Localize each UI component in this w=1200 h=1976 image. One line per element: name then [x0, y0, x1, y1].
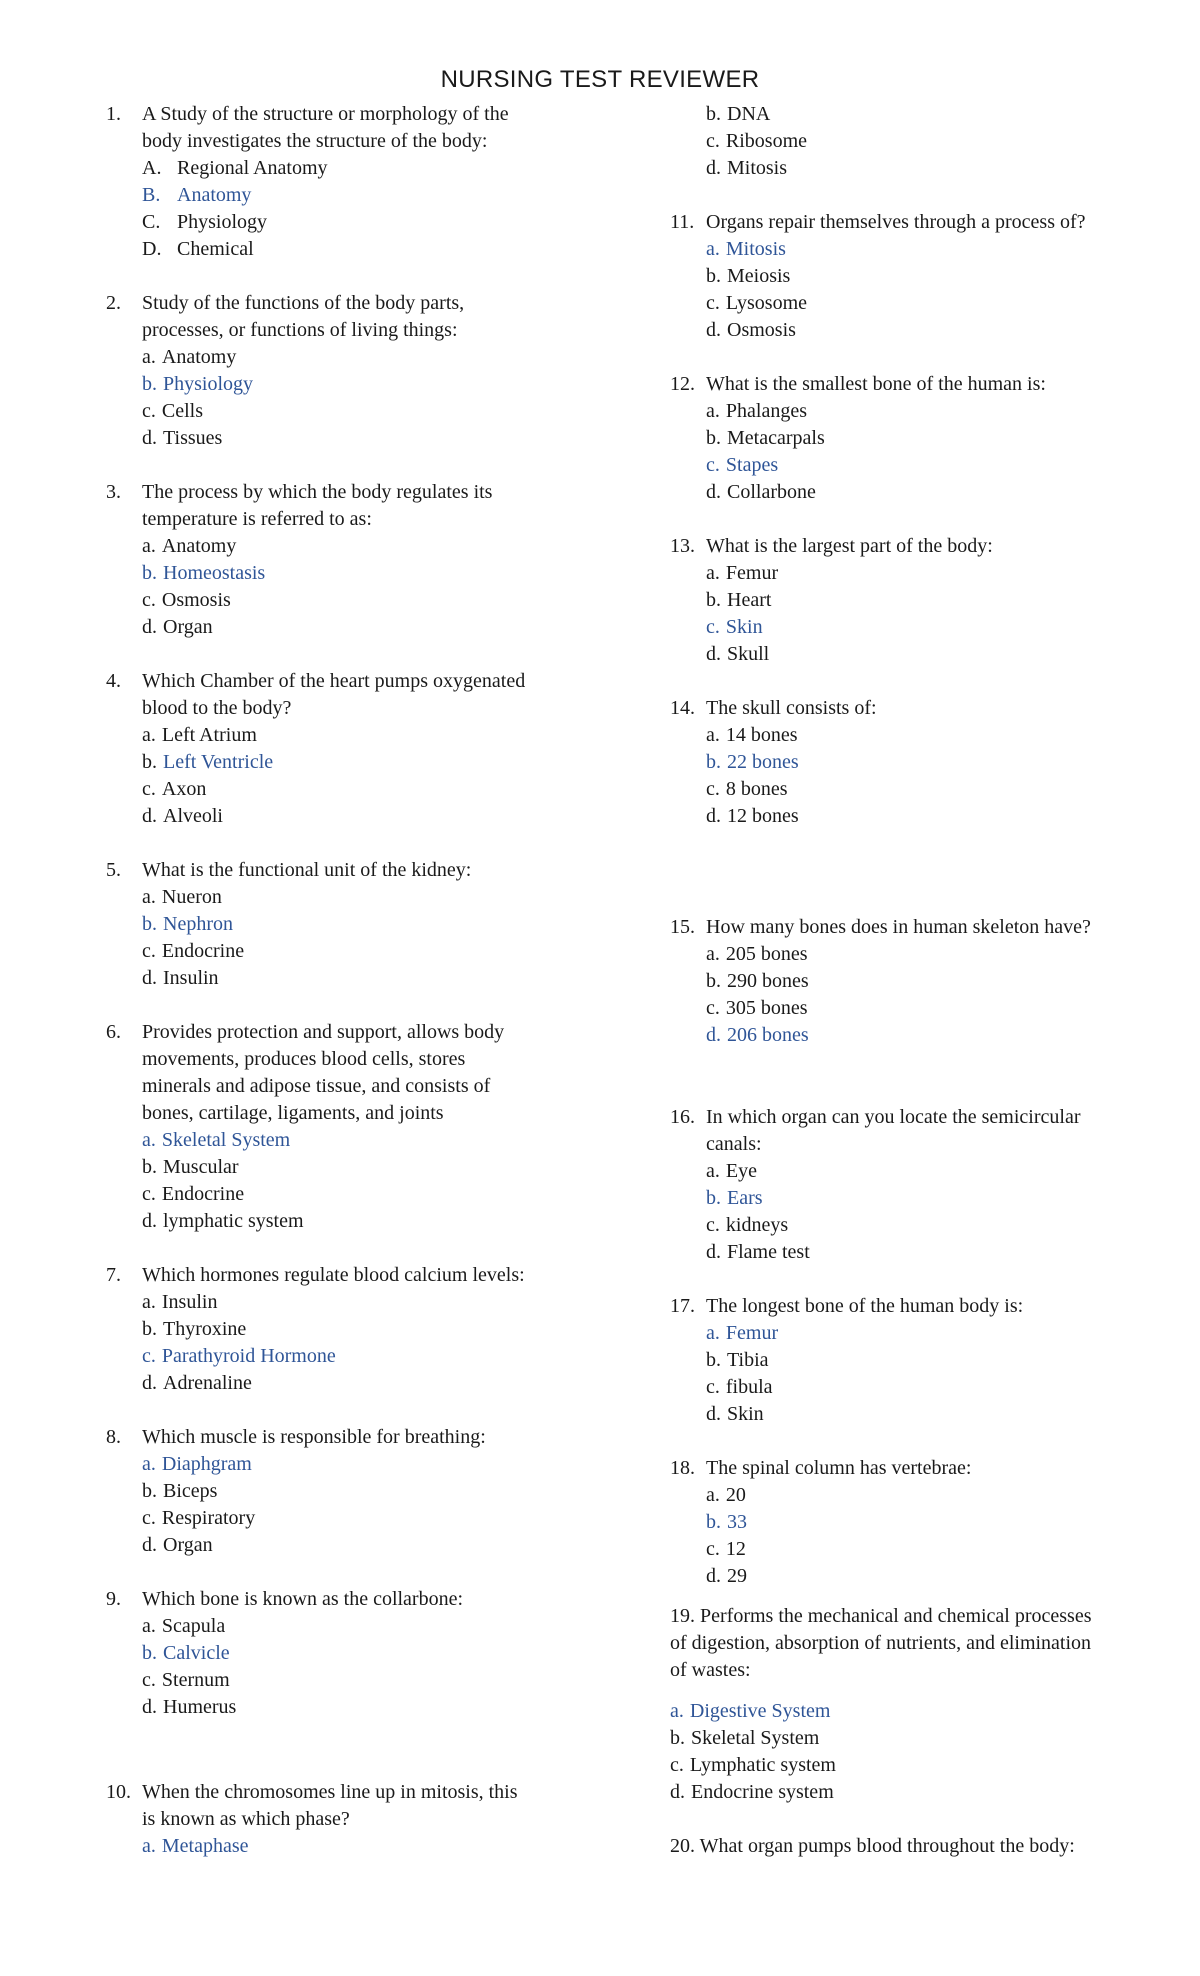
question-text: The spinal column has vertebrae:: [706, 1457, 972, 1479]
option-text: 12: [725, 1538, 746, 1560]
option-label: d.: [142, 1210, 157, 1232]
option-text: Nueron: [161, 886, 222, 908]
option-text: 206 bones: [727, 1024, 809, 1046]
option-text: Muscular: [163, 1156, 239, 1178]
question-text: A Study of the structure or morphology of the: [142, 103, 509, 125]
option-label: d.: [142, 427, 157, 449]
question-number: 3.: [106, 481, 121, 503]
option-text: 12 bones: [727, 805, 799, 827]
option-text: Thyroxine: [163, 1318, 247, 1340]
option-label: a.: [706, 1322, 720, 1344]
option-label: b.: [142, 1480, 157, 1502]
question-number: 17.: [670, 1295, 695, 1317]
option-text: 205 bones: [725, 943, 808, 965]
option-label: d.: [142, 967, 157, 989]
question-text: The longest bone of the human body is:: [706, 1295, 1024, 1317]
option-label: a.: [706, 1160, 720, 1182]
option-text: Insulin: [163, 967, 219, 989]
option-label: a.: [706, 1484, 720, 1506]
question-text: When the chromosomes line up in mitosis, this: [142, 1781, 518, 1803]
option-label: A.: [142, 157, 162, 179]
option-label: a.: [142, 1615, 156, 1637]
option-label: c.: [706, 616, 720, 638]
option-text: Tissues: [163, 427, 223, 449]
option-label: c.: [706, 292, 720, 314]
option-label: c.: [706, 778, 720, 800]
option-text: Physiology: [177, 211, 268, 233]
option-text: 29: [727, 1565, 747, 1587]
question-number: 5.: [106, 859, 121, 881]
option-text: Endocrine: [161, 1183, 245, 1205]
option-label: c.: [142, 589, 156, 611]
option-label: b.: [706, 970, 721, 992]
option-text: Humerus: [163, 1696, 237, 1718]
option-label: c.: [142, 1669, 156, 1691]
option-text: Metaphase: [161, 1835, 249, 1857]
question-text: Which hormones regulate blood calcium levels:: [142, 1264, 525, 1286]
option-text: Left Atrium: [161, 724, 257, 746]
option-text: Regional Anatomy: [177, 157, 328, 179]
option-text: Flame test: [727, 1241, 810, 1263]
option-label: b.: [706, 1511, 721, 1533]
option-text: Skull: [727, 643, 770, 665]
option-text: Tibia: [727, 1349, 769, 1371]
option-label: a.: [706, 724, 720, 746]
question-number: 9.: [106, 1588, 121, 1610]
page-title: NURSING TEST REVIEWER: [440, 66, 760, 93]
option-label: b.: [142, 1318, 157, 1340]
option-text: Chemical: [177, 238, 254, 260]
option-text: Biceps: [163, 1480, 218, 1502]
option-label: c.: [142, 1183, 156, 1205]
option-label: b.: [670, 1727, 685, 1749]
question-number: 14.: [670, 697, 695, 719]
option-label: b.: [706, 1349, 721, 1371]
option-text: Adrenaline: [163, 1372, 252, 1394]
option-text: Stapes: [725, 454, 779, 476]
option-label: d.: [706, 1565, 721, 1587]
option-text: Axon: [161, 778, 207, 800]
option-label: c.: [142, 940, 156, 962]
option-label: d.: [706, 481, 721, 503]
option-text: Scapula: [161, 1615, 226, 1637]
question-number: 18.: [670, 1457, 695, 1479]
option-label: d.: [706, 1241, 721, 1263]
option-label: a.: [142, 1835, 156, 1857]
option-text: Mitosis: [727, 157, 788, 179]
option-label: d.: [706, 805, 721, 827]
option-text: Organ: [163, 1534, 213, 1556]
option-label: b.: [142, 913, 157, 935]
question-text: Which muscle is responsible for breathing:: [142, 1426, 486, 1448]
option-label: c.: [706, 997, 720, 1019]
option-text: Ribosome: [725, 130, 808, 152]
option-text: kidneys: [725, 1214, 789, 1236]
option-label: d.: [670, 1781, 685, 1803]
question-text: bones, cartilage, ligaments, and joints: [142, 1102, 444, 1124]
option-label: a.: [706, 238, 720, 260]
option-text: 305 bones: [725, 997, 808, 1019]
option-label: a.: [142, 346, 156, 368]
question-number: 15.: [670, 916, 695, 938]
option-text: Calvicle: [163, 1642, 230, 1664]
option-text: Endocrine: [161, 940, 245, 962]
question-text: 19. Performs the mechanical and chemical processes: [670, 1605, 1092, 1627]
option-text: DNA: [727, 103, 771, 125]
option-label: d.: [142, 616, 157, 638]
option-label: c.: [142, 400, 156, 422]
option-label: d.: [142, 1372, 157, 1394]
option-label: c.: [706, 1376, 720, 1398]
option-label: a.: [142, 886, 156, 908]
question-number: 1.: [106, 103, 121, 125]
option-label: b.: [142, 1156, 157, 1178]
option-label: d.: [706, 643, 721, 665]
option-text: Anatomy: [177, 184, 252, 206]
question-text: of wastes:: [670, 1659, 751, 1681]
option-label: B.: [142, 184, 161, 206]
question-text: minerals and adipose tissue, and consists of: [142, 1075, 491, 1097]
option-text: Digestive System: [689, 1700, 831, 1722]
option-text: 8 bones: [725, 778, 788, 800]
question-number: 4.: [106, 670, 121, 692]
option-text: Collarbone: [727, 481, 816, 503]
option-label: b.: [706, 103, 721, 125]
option-label: c.: [142, 778, 156, 800]
question-number: 6.: [106, 1021, 121, 1043]
option-label: b.: [706, 427, 721, 449]
option-text: Lymphatic system: [689, 1754, 836, 1776]
option-label: b.: [706, 589, 721, 611]
option-label: b.: [142, 562, 157, 584]
option-label: d.: [706, 1403, 721, 1425]
option-text: Insulin: [161, 1291, 218, 1313]
option-text: Cells: [161, 400, 204, 422]
question-text: Organs repair themselves through a process of?: [706, 211, 1086, 233]
question-number: 7.: [106, 1264, 121, 1286]
option-text: 33: [727, 1511, 747, 1533]
option-label: a.: [670, 1700, 684, 1722]
option-label: b.: [706, 751, 721, 773]
option-label: c.: [706, 130, 720, 152]
option-text: Femur: [725, 1322, 779, 1344]
option-text: Femur: [725, 562, 779, 584]
option-label: d.: [706, 157, 721, 179]
option-text: Anatomy: [161, 535, 237, 557]
option-label: a.: [142, 535, 156, 557]
option-text: Diaphgram: [161, 1453, 252, 1475]
option-text: fibula: [725, 1376, 773, 1398]
question-text: movements, produces blood cells, stores: [142, 1048, 466, 1070]
option-label: d.: [142, 1534, 157, 1556]
option-label: d.: [706, 1024, 721, 1046]
question-text: of digestion, absorption of nutrients, and elimination: [670, 1632, 1092, 1654]
option-label: C.: [142, 211, 161, 233]
option-label: c.: [142, 1507, 156, 1529]
question-number: 12.: [670, 373, 695, 395]
option-label: a.: [706, 562, 720, 584]
option-label: c.: [706, 454, 720, 476]
option-label: b.: [706, 265, 721, 287]
question-text: 20. What organ pumps blood throughout the body:: [670, 1835, 1075, 1857]
option-label: b.: [142, 1642, 157, 1664]
option-label: c.: [706, 1214, 720, 1236]
option-label: d.: [706, 319, 721, 341]
question-text: temperature is referred to as:: [142, 508, 372, 530]
option-text: Skin: [725, 616, 763, 638]
question-text: What is the functional unit of the kidney:: [142, 859, 472, 881]
option-text: Mitosis: [725, 238, 786, 260]
option-label: d.: [142, 1696, 157, 1718]
option-label: d.: [142, 805, 157, 827]
option-text: 20: [725, 1484, 746, 1506]
option-text: Respiratory: [161, 1507, 256, 1529]
question-text: The process by which the body regulates its: [142, 481, 493, 503]
option-text: 14 bones: [725, 724, 798, 746]
option-label: a.: [142, 724, 156, 746]
question-text: Study of the functions of the body parts,: [142, 292, 465, 314]
question-text: processes, or functions of living things:: [142, 319, 458, 341]
option-text: Lysosome: [725, 292, 808, 314]
question-number: 13.: [670, 535, 695, 557]
option-label: a.: [706, 400, 720, 422]
option-text: Skin: [727, 1403, 764, 1425]
option-text: Sternum: [161, 1669, 230, 1691]
option-text: Metacarpals: [727, 427, 825, 449]
option-label: b.: [142, 373, 157, 395]
option-text: Anatomy: [161, 346, 237, 368]
option-text: Heart: [727, 589, 772, 611]
option-text: Phalanges: [725, 400, 807, 422]
question-text: The skull consists of:: [706, 697, 877, 719]
option-text: Meiosis: [727, 265, 791, 287]
option-label: b.: [142, 751, 157, 773]
option-label: a.: [142, 1453, 156, 1475]
option-label: a.: [142, 1291, 156, 1313]
question-text: How many bones does in human skeleton have?: [706, 916, 1091, 938]
option-text: Endocrine system: [691, 1781, 834, 1803]
question-text: blood to the body?: [142, 697, 292, 719]
question-number: 2.: [106, 292, 121, 314]
option-label: a.: [142, 1129, 156, 1151]
option-text: Eye: [725, 1160, 757, 1182]
option-label: b.: [706, 1187, 721, 1209]
option-text: Osmosis: [161, 589, 231, 611]
option-label: c.: [670, 1754, 684, 1776]
option-label: c.: [142, 1345, 156, 1367]
option-text: Homeostasis: [163, 562, 266, 584]
option-text: Left Ventricle: [163, 751, 274, 773]
option-text: Alveoli: [163, 805, 223, 827]
option-label: c.: [706, 1538, 720, 1560]
question-number: 8.: [106, 1426, 121, 1448]
option-text: lymphatic system: [163, 1210, 304, 1232]
question-text: What is the largest part of the body:: [706, 535, 993, 557]
question-number: 16.: [670, 1106, 695, 1128]
question-text: body investigates the structure of the body:: [142, 130, 488, 152]
option-text: Skeletal System: [161, 1129, 291, 1151]
option-text: Parathyroid Hormone: [161, 1345, 336, 1367]
option-text: Ears: [727, 1187, 763, 1209]
option-text: Skeletal System: [691, 1727, 820, 1749]
option-text: Nephron: [163, 913, 233, 935]
question-text: In which organ can you locate the semicircular: [706, 1106, 1081, 1128]
question-text: What is the smallest bone of the human is:: [706, 373, 1046, 395]
question-number: 10.: [106, 1781, 131, 1803]
option-text: Osmosis: [727, 319, 796, 341]
question-text: Provides protection and support, allows body: [142, 1021, 505, 1043]
question-text: is known as which phase?: [142, 1808, 350, 1830]
option-label: D.: [142, 238, 162, 260]
option-text: 290 bones: [727, 970, 809, 992]
question-number: 11.: [670, 211, 695, 233]
option-text: Physiology: [163, 373, 254, 395]
option-text: 22 bones: [727, 751, 799, 773]
question-text: Which bone is known as the collarbone:: [142, 1588, 464, 1610]
option-text: Organ: [163, 616, 213, 638]
question-text: canals:: [706, 1133, 762, 1155]
option-label: a.: [706, 943, 720, 965]
question-text: Which Chamber of the heart pumps oxygenated: [142, 670, 526, 692]
